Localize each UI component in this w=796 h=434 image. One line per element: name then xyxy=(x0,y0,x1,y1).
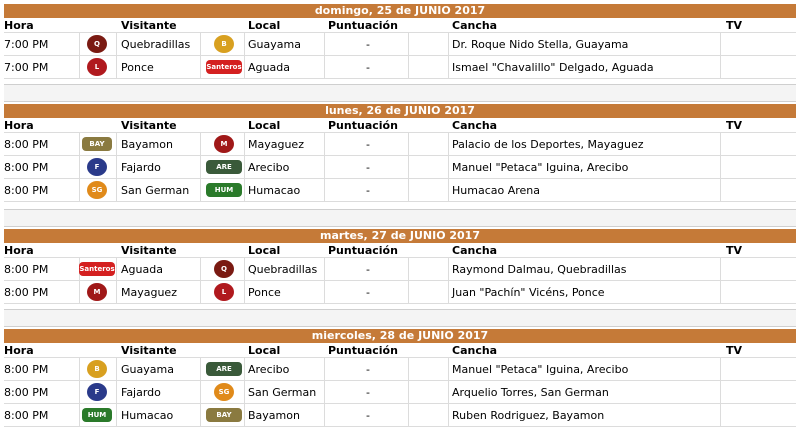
game-row xyxy=(4,404,796,427)
day-header: miercoles, 28 de JUNIO 2017 xyxy=(4,329,796,343)
game-row xyxy=(4,33,796,56)
quebradillas-logo-cell xyxy=(82,33,112,55)
home-team[interactable]: Quebradillas xyxy=(248,262,318,276)
grid-line xyxy=(116,281,117,303)
header-tv: TV xyxy=(726,18,743,32)
grid-line xyxy=(200,179,201,201)
header-tv: TV xyxy=(726,343,743,357)
grid-line xyxy=(720,33,721,55)
bayamon-logo: BAY xyxy=(206,408,242,422)
header-puntuacion: Puntuación xyxy=(328,18,398,32)
grid-line xyxy=(79,381,80,403)
grid-line xyxy=(448,156,449,178)
mayaguez-logo: M xyxy=(87,283,107,301)
ponce-logo: L xyxy=(87,58,107,76)
day-separator xyxy=(4,84,796,102)
grid-line xyxy=(244,33,245,55)
game-row xyxy=(4,281,796,304)
header-local: Local xyxy=(248,18,281,32)
day-header: domingo, 25 de JUNIO 2017 xyxy=(4,4,796,18)
fajardo-logo: F xyxy=(87,383,107,401)
header-local: Local xyxy=(248,243,281,257)
grid-line xyxy=(720,358,721,380)
humacao-logo-cell xyxy=(204,179,244,201)
arecibo-logo: ARE xyxy=(206,160,242,174)
grid-line xyxy=(324,258,325,280)
ponce-logo: L xyxy=(214,283,234,301)
venue[interactable]: Palacio de los Deportes, Mayaguez xyxy=(452,137,644,151)
grid-line xyxy=(79,56,80,78)
grid-line xyxy=(244,133,245,155)
grid-line xyxy=(324,404,325,426)
day-block xyxy=(4,229,796,304)
grid-line xyxy=(720,56,721,78)
grid-line xyxy=(324,281,325,303)
header-hora: Hora xyxy=(4,118,34,132)
score: - xyxy=(366,385,370,399)
header-visitante: Visitante xyxy=(121,343,177,357)
grid-line xyxy=(200,404,201,426)
game-time: 8:00 PM xyxy=(4,408,49,422)
mayaguez-logo-cell xyxy=(82,281,112,303)
san-german-logo-cell xyxy=(204,381,244,403)
grid-line xyxy=(79,133,80,155)
column-header-row xyxy=(4,118,796,133)
header-puntuacion: Puntuación xyxy=(328,118,398,132)
grid-line xyxy=(408,358,409,380)
bayamon-logo-cell xyxy=(204,404,244,426)
grid-line xyxy=(200,381,201,403)
visitor-team[interactable]: Quebradillas xyxy=(121,37,191,51)
header-hora: Hora xyxy=(4,243,34,257)
game-time: 8:00 PM xyxy=(4,385,49,399)
grid-line xyxy=(116,56,117,78)
home-team[interactable]: Guayama xyxy=(248,37,301,51)
venue[interactable]: Manuel "Petaca" Iguina, Arecibo xyxy=(452,160,629,174)
grid-line xyxy=(244,281,245,303)
grid-line xyxy=(448,56,449,78)
humacao-logo: HUM xyxy=(82,408,112,422)
header-visitante: Visitante xyxy=(121,243,177,257)
grid-line xyxy=(324,156,325,178)
mayaguez-logo-cell xyxy=(204,133,244,155)
grid-line xyxy=(200,358,201,380)
grid-line xyxy=(324,33,325,55)
grid-line xyxy=(116,179,117,201)
header-cancha: Cancha xyxy=(452,343,498,357)
visitor-team[interactable]: Fajardo xyxy=(121,385,161,399)
grid-line xyxy=(408,179,409,201)
grid-line xyxy=(244,358,245,380)
home-team[interactable]: Arecibo xyxy=(248,160,290,174)
guayama-logo-cell xyxy=(204,33,244,55)
home-team[interactable]: Humacao xyxy=(248,183,301,197)
column-header-row xyxy=(4,18,796,33)
grid-line xyxy=(200,33,201,55)
aguada-logo-cell xyxy=(79,258,115,280)
game-time: 8:00 PM xyxy=(4,137,49,151)
grid-line xyxy=(408,281,409,303)
grid-line xyxy=(324,381,325,403)
game-time: 8:00 PM xyxy=(4,262,49,276)
arecibo-logo-cell xyxy=(204,358,244,380)
venue[interactable]: Arquelio Torres, San German xyxy=(452,385,609,399)
venue[interactable]: Ruben Rodriguez, Bayamon xyxy=(452,408,605,422)
score: - xyxy=(366,160,370,174)
grid-line xyxy=(408,258,409,280)
grid-line xyxy=(408,404,409,426)
grid-line xyxy=(408,33,409,55)
guayama-logo-cell xyxy=(82,358,112,380)
grid-line xyxy=(79,281,80,303)
game-row xyxy=(4,56,796,79)
humacao-logo-cell xyxy=(82,404,112,426)
grid-line xyxy=(720,156,721,178)
game-time: 8:00 PM xyxy=(4,160,49,174)
grid-line xyxy=(116,33,117,55)
aguada-logo: Santeros xyxy=(206,60,242,74)
game-time: 8:00 PM xyxy=(4,285,49,299)
header-cancha: Cancha xyxy=(452,18,498,32)
guayama-logo: B xyxy=(214,35,234,53)
grid-line xyxy=(116,358,117,380)
grid-line xyxy=(324,56,325,78)
home-team[interactable]: Mayaguez xyxy=(248,137,304,151)
grid-line xyxy=(720,381,721,403)
fajardo-logo-cell xyxy=(82,381,112,403)
grid-line xyxy=(200,281,201,303)
grid-line xyxy=(200,258,201,280)
game-time: 8:00 PM xyxy=(4,362,49,376)
san-german-logo: SG xyxy=(214,383,234,401)
aguada-logo-cell xyxy=(204,56,244,78)
grid-line xyxy=(448,258,449,280)
san-german-logo: SG xyxy=(87,181,107,199)
grid-line xyxy=(408,156,409,178)
game-row xyxy=(4,358,796,381)
grid-line xyxy=(79,179,80,201)
header-hora: Hora xyxy=(4,18,34,32)
ponce-logo-cell xyxy=(82,56,112,78)
grid-line xyxy=(408,133,409,155)
home-team[interactable]: Arecibo xyxy=(248,362,290,376)
day-header: martes, 27 de JUNIO 2017 xyxy=(4,229,796,243)
grid-line xyxy=(448,404,449,426)
column-header-row xyxy=(4,343,796,358)
grid-line xyxy=(448,179,449,201)
visitor-team[interactable]: Ponce xyxy=(121,60,154,74)
header-hora: Hora xyxy=(4,343,34,357)
grid-line xyxy=(720,404,721,426)
visitor-team[interactable]: Fajardo xyxy=(121,160,161,174)
grid-line xyxy=(720,133,721,155)
fajardo-logo: F xyxy=(87,158,107,176)
visitor-team[interactable]: San German xyxy=(121,183,190,197)
score: - xyxy=(366,137,370,151)
quebradillas-logo-cell xyxy=(204,258,244,280)
grid-line xyxy=(79,358,80,380)
day-separator xyxy=(4,309,796,327)
san-german-logo-cell xyxy=(82,179,112,201)
grid-line xyxy=(448,381,449,403)
home-team[interactable]: San German xyxy=(248,385,317,399)
grid-line xyxy=(79,156,80,178)
quebradillas-logo: Q xyxy=(214,260,234,278)
arecibo-logo: ARE xyxy=(206,362,242,376)
visitor-team[interactable]: Bayamon xyxy=(121,137,173,151)
grid-line xyxy=(408,56,409,78)
home-team[interactable]: Bayamon xyxy=(248,408,300,422)
game-row xyxy=(4,179,796,202)
header-tv: TV xyxy=(726,118,743,132)
grid-line xyxy=(324,358,325,380)
ponce-logo-cell xyxy=(204,281,244,303)
header-puntuacion: Puntuación xyxy=(328,243,398,257)
visitor-team[interactable]: Humacao xyxy=(121,408,174,422)
game-row xyxy=(4,156,796,179)
fajardo-logo-cell xyxy=(82,156,112,178)
grid-line xyxy=(244,56,245,78)
grid-line xyxy=(720,281,721,303)
grid-line xyxy=(244,179,245,201)
grid-line xyxy=(408,381,409,403)
grid-line xyxy=(79,33,80,55)
grid-line xyxy=(244,156,245,178)
header-puntuacion: Puntuación xyxy=(328,343,398,357)
grid-line xyxy=(116,258,117,280)
grid-line xyxy=(200,156,201,178)
day-block xyxy=(4,4,796,79)
bayamon-logo-cell xyxy=(82,133,112,155)
grid-line xyxy=(448,133,449,155)
header-visitante: Visitante xyxy=(121,118,177,132)
grid-line xyxy=(244,381,245,403)
score: - xyxy=(366,37,370,51)
grid-line xyxy=(448,358,449,380)
grid-line xyxy=(116,404,117,426)
grid-line xyxy=(116,381,117,403)
game-time: 7:00 PM xyxy=(4,60,49,74)
grid-line xyxy=(116,133,117,155)
day-header: lunes, 26 de JUNIO 2017 xyxy=(4,104,796,118)
home-team[interactable]: Aguada xyxy=(248,60,290,74)
venue[interactable]: Dr. Roque Nido Stella, Guayama xyxy=(452,37,629,51)
venue[interactable]: Humacao Arena xyxy=(452,183,540,197)
grid-line xyxy=(324,179,325,201)
score: - xyxy=(366,408,370,422)
bayamon-logo: BAY xyxy=(82,137,112,151)
grid-line xyxy=(720,179,721,201)
grid-line xyxy=(448,281,449,303)
grid-line xyxy=(244,404,245,426)
header-tv: TV xyxy=(726,243,743,257)
grid-line xyxy=(200,56,201,78)
game-time: 7:00 PM xyxy=(4,37,49,51)
header-local: Local xyxy=(248,343,281,357)
home-team[interactable]: Ponce xyxy=(248,285,281,299)
aguada-logo: Santeros xyxy=(79,262,114,276)
venue[interactable]: Juan "Pachín" Vicéns, Ponce xyxy=(452,285,605,299)
score: - xyxy=(366,362,370,376)
mayaguez-logo: M xyxy=(214,135,234,153)
game-row xyxy=(4,381,796,404)
score: - xyxy=(366,285,370,299)
humacao-logo: HUM xyxy=(206,183,242,197)
grid-line xyxy=(324,133,325,155)
day-block xyxy=(4,104,796,202)
visitor-team[interactable]: Mayaguez xyxy=(121,285,177,299)
day-separator xyxy=(4,209,796,227)
visitor-team[interactable]: Guayama xyxy=(121,362,174,376)
header-cancha: Cancha xyxy=(452,243,498,257)
grid-line xyxy=(720,258,721,280)
guayama-logo: B xyxy=(87,360,107,378)
score: - xyxy=(366,183,370,197)
score: - xyxy=(366,262,370,276)
day-block xyxy=(4,329,796,427)
visitor-team[interactable]: Aguada xyxy=(121,262,163,276)
venue[interactable]: Ismael "Chavalillo" Delgado, Aguada xyxy=(452,60,654,74)
grid-line xyxy=(116,156,117,178)
header-local: Local xyxy=(248,118,281,132)
grid-line xyxy=(79,404,80,426)
quebradillas-logo: Q xyxy=(87,35,107,53)
grid-line xyxy=(448,33,449,55)
score: - xyxy=(366,60,370,74)
header-visitante: Visitante xyxy=(121,18,177,32)
game-row xyxy=(4,258,796,281)
game-time: 8:00 PM xyxy=(4,183,49,197)
arecibo-logo-cell xyxy=(204,156,244,178)
header-cancha: Cancha xyxy=(452,118,498,132)
grid-line xyxy=(200,133,201,155)
grid-line xyxy=(244,258,245,280)
venue[interactable]: Raymond Dalmau, Quebradillas xyxy=(452,262,627,276)
column-header-row xyxy=(4,243,796,258)
game-row xyxy=(4,133,796,156)
venue[interactable]: Manuel "Petaca" Iguina, Arecibo xyxy=(452,362,629,376)
